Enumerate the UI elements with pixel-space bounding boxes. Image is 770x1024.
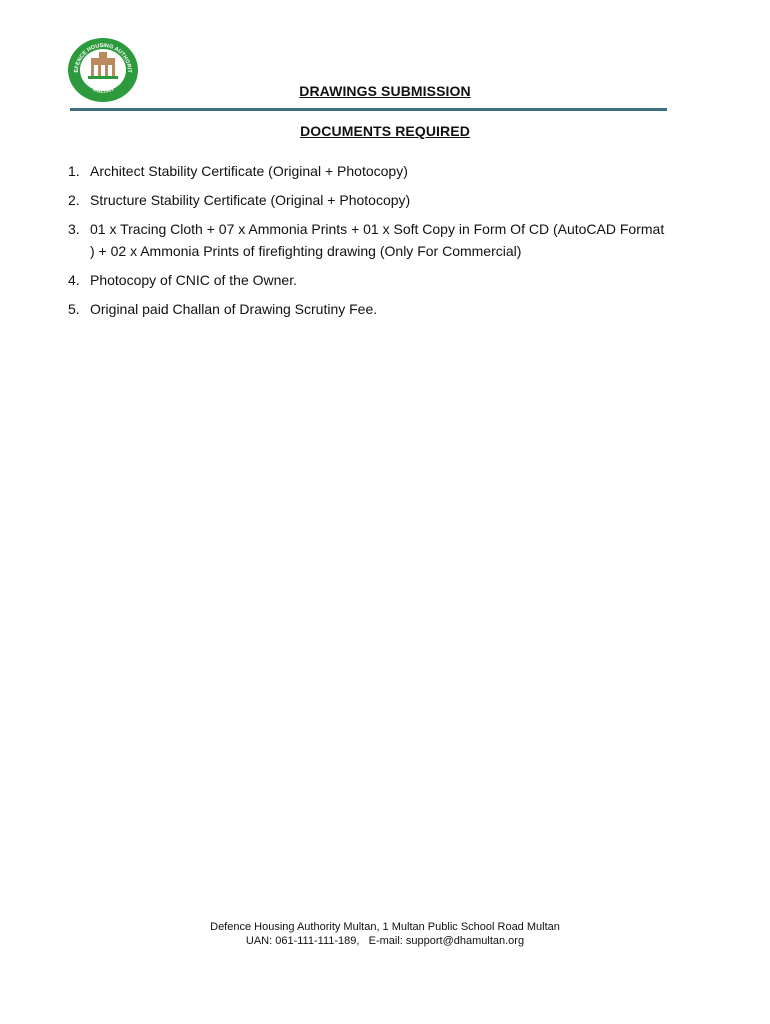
- footer: [0, 920, 770, 948]
- list-item: [68, 160, 668, 182]
- logo-bottom-text: MULTAN: [91, 86, 115, 95]
- list-item: [68, 189, 668, 211]
- footer-address: Defence Housing Authority Multan, 1 Multan Public School Road Multan: [210, 921, 560, 933]
- list-item: [68, 298, 668, 320]
- list-item-number: 5.: [68, 301, 80, 317]
- list-item: [68, 269, 668, 291]
- list-item-text: Original paid Challan of Drawing Scrutiny Fee.: [90, 301, 378, 317]
- header-divider: [70, 108, 667, 111]
- list-item-number: 4.: [68, 272, 80, 288]
- list-item-text: Photocopy of CNIC of the Owner.: [90, 272, 297, 288]
- list-item-number: 1.: [68, 163, 80, 179]
- list-item-number: 3.: [68, 221, 80, 237]
- list-item: [68, 218, 668, 262]
- list-item-number: 2.: [68, 192, 80, 208]
- page-title: DRAWINGS SUBMISSION: [299, 83, 471, 99]
- list-item-text: Structure Stability Certificate (Original + Photocopy): [90, 192, 411, 208]
- section-title: DOCUMENTS REQUIRED: [300, 123, 470, 139]
- list-item-text: Architect Stability Certificate (Original + Photocopy): [90, 163, 408, 179]
- footer-contact: UAN: 061-111-111-189, E-mail: support@dhamultan.org: [245, 935, 525, 947]
- logo-top-text: EFENCE HOUSING AUTHORIT: [73, 42, 133, 73]
- list-item-text: 01 x Tracing Cloth + 07 x Ammonia Prints + 01 x Soft Copy in Form Of CD (AutoCAD Format ) + 02 x Ammonia Prints of firefighting drawing (Only For Commercial): [90, 221, 665, 259]
- documents-list: [68, 160, 668, 327]
